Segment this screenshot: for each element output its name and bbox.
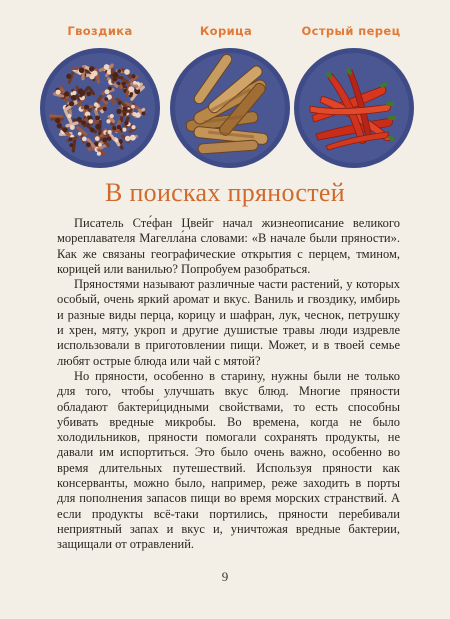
chili-pepper-label: Острый перец: [301, 24, 401, 38]
paragraph: Пряностями называют различные части растений, у которых особый, очень яркий аромат и вкус. Ваниль и гвоздику, имбирь и разные виды перца, корицу и шафран, лук, чеснок, петрушку и хрен, мяту, укроп и другие душистые травы люди издревле использовали в приготовлении пищи. Может, и в твоей семье любят острые блюда или чай с мятой?: [57, 277, 400, 368]
page-title: В поисках пряностей: [105, 178, 345, 207]
paragraph: Писатель Сте́фан Цвейг начал жизнеописание великого мореплавателя Магелла́на словами: «В начале были пряности». Как же связаны географические открытия с перцем, тмином, корицей или ванилью? Попробуем разобраться.: [57, 216, 400, 276]
page-number: 9: [221, 569, 229, 584]
cloves-bowl-icon: [38, 46, 162, 170]
chili-pepper-bowl-icon: [292, 46, 416, 170]
cinnamon-bowl-icon: [168, 46, 292, 170]
cloves-label: Гвоздика: [67, 24, 133, 38]
article-body: [57, 216, 400, 553]
paragraph: Но пряности, особенно в старину, нужны были не только для того, чтобы улучшать вкус блюд. Многие пряности обладают бактери́цидными свойствами, то есть способны убивать вредные микробы. Во времена, когда не было холодильников, пряности помогали сохранять продукты, не давали им испортиться. Это было очень важно, особенно во время длительных путешествий. Используя пряности как консерванты, можно было, например, реже заходить в порты для пополнения запасов пищи во время морских странствий. А если продукты всё-таки портились, пряности перебивали неприятный запах и вкус и, уничтожая вредные бактерии, защищали от отравлений.: [57, 368, 400, 552]
cinnamon-label: Корица: [199, 24, 253, 38]
spice-labels: [0, 24, 450, 44]
